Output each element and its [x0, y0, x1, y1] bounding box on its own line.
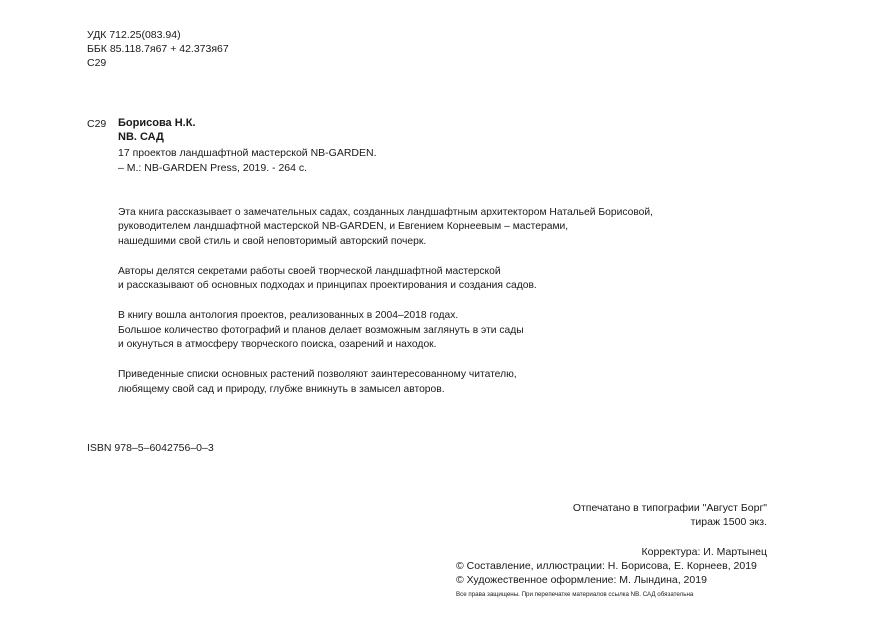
annotation-line: и окунуться в атмосферу творческого поиска, озарений и находок. — [118, 339, 437, 350]
book-imprint: – М.: NB-GARDEN Press, 2019. - 264 с. — [118, 162, 308, 174]
bbk-line: ББК 85.118.7я67 + 42.373я67 — [87, 43, 229, 55]
printer-line: Отпечатано в типографии "Август Борг" — [572, 502, 767, 514]
annotation-line: Авторы делятся секретами работы своей творческой ландшафтной мастерской — [118, 266, 501, 277]
annotation-line: любящему свой сад и природу, глубже вникнуть в замысел авторов. — [118, 384, 445, 395]
annotation-line: нашедшими свой стиль и свой неповторимый авторский почерк. — [118, 236, 427, 247]
isbn: ISBN 978–5–6042756–0–3 — [87, 442, 214, 454]
author-name: Борисова Н.К. — [118, 117, 196, 129]
udk-line: УДК 712.25(083.94) — [87, 29, 181, 41]
annotation-line: руководителем ландшафтной мастерской NB-GARDEN, и Евгением Корнеевым – мастерами, — [118, 221, 569, 232]
annotation-line: Эта книга рассказывает о замечательных садах, созданных ландшафтным архитектором Натальей Борисовой, — [118, 207, 654, 218]
annotation-line: Большое количество фотографий и планов делает возможным заглянуть в эти сады — [118, 325, 524, 336]
annotation-line: и рассказывают об основных подходах и принципах проектирования и создания садов. — [118, 280, 537, 291]
design-credit: © Художественное оформление: М. Лындина, 2019 — [456, 574, 707, 586]
annotation-line: В книгу вошла антология проектов, реализованных в 2004–2018 годах. — [118, 310, 459, 321]
annotation-line: Приведенные списки основных растений позволяют заинтересованному читателю, — [118, 369, 517, 380]
compilation-credit: © Составление, иллюстрации: Н. Борисова, Е. Корнеев, 2019 — [456, 560, 757, 572]
print-run: тираж 1500 экз. — [690, 516, 767, 528]
rights-notice: Все права защищены. При перепечатке материалов ссылка NB. САД обязательна — [456, 591, 694, 598]
author-code: С29 — [87, 57, 107, 69]
proofreader: Корректура: И. Мартынец — [641, 546, 767, 558]
record-code: С29 — [87, 118, 107, 130]
book-title: NB. САД — [118, 131, 164, 143]
book-subtitle: 17 проектов ландшафтной мастерской NB-GARDEN. — [118, 147, 377, 159]
